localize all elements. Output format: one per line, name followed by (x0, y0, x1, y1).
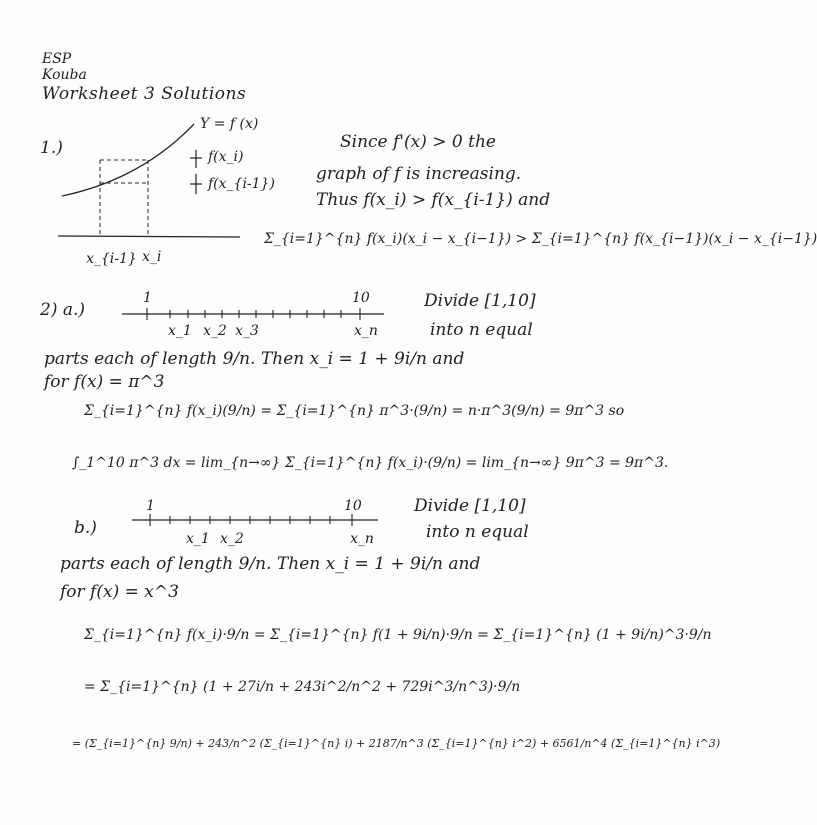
problem-2a-text-4: for f(x) = π^3 (44, 372, 165, 392)
problem-2a-equation-2: ∫_1^10 π^3 dx = lim_{n→∞} Σ_{i=1}^{n} f(x_i)·(9/n) = lim_{n→∞} 9π^3 = 9π^3. (72, 455, 669, 471)
curve-label: Y = f (x) (200, 116, 259, 132)
problem-2b-text-4: for f(x) = x^3 (60, 582, 179, 602)
problem-2b-text-3: parts each of length 9/n. Then x_i = 1 + 9i/n and (60, 554, 481, 574)
problem-2a-text-3: parts each of length 9/n. Then x_i = 1 + 9i/n and (44, 349, 465, 369)
header-line-1: ESP (42, 51, 72, 67)
problem-1-number: 1.) (40, 138, 63, 158)
problem-2a-label-x1: x_1 (168, 323, 192, 339)
xi-label: x_i (142, 249, 162, 265)
xi1-label: x_{i-1} (86, 251, 137, 267)
problem-2b-tick-start: 1 (146, 498, 155, 514)
problem-2b-label-xn: x_n (350, 531, 374, 547)
fxi-label: f(x_i) (208, 149, 244, 165)
problem-2a-equation-1: Σ_{i=1}^{n} f(x_i)(9/n) = Σ_{i=1}^{n} π^3·(9/n) = n·π^3(9/n) = 9π^3 so (84, 403, 625, 419)
problem-2b-text-2: into n equal (426, 522, 529, 542)
problem-2b-equation-1: Σ_{i=1}^{n} f(x_i)·9/n = Σ_{i=1}^{n} f(1 + 9i/n)·9/n = Σ_{i=1}^{n} (1 + 9i/n)^3·9/n (84, 627, 712, 643)
problem-1-text-3: Thus f(x_i) > f(x_{i-1}) and (316, 190, 551, 210)
problem-1-text-1: Since f'(x) > 0 the (340, 132, 496, 152)
page-title: Worksheet 3 Solutions (42, 84, 247, 104)
problem-2b-tick-end: 10 (344, 498, 362, 514)
problem-2a-tick-end: 10 (352, 290, 370, 306)
fxi1-label: f(x_{i-1}) (208, 176, 275, 192)
problem-2b-number: b.) (74, 518, 97, 538)
problem-2a-tick-start: 1 (143, 290, 152, 306)
problem-2a-text-1: Divide [1,10] (424, 291, 536, 311)
problem-2b-equation-3: = (Σ_{i=1}^{n} 9/n) + 243/n^2 (Σ_{i=1}^{n} i) + 2187/n^3 (Σ_{i=1}^{n} i^2) + 6561/n^4 (Σ_{i=1}^{n} i^3) (72, 737, 721, 750)
problem-2b-text-1: Divide [1,10] (414, 496, 526, 516)
problem-1-text-2: graph of f is increasing. (316, 164, 522, 184)
problem-2b-equation-2: = Σ_{i=1}^{n} (1 + 27i/n + 243i^2/n^2 + 729i^3/n^3)·9/n (84, 679, 521, 695)
header-line-2: Kouba (42, 67, 87, 83)
problem-2b-label-x1: x_1 (186, 531, 210, 547)
problem-2a-label-x3: x_3 (235, 323, 259, 339)
problem-1-inequality: Σ_{i=1}^{n} f(x_i)(x_i − x_{i−1}) > Σ_{i=1}^{n} f(x_{i−1})(x_i − x_{i−1}) (264, 231, 817, 247)
problem-2a-number: 2) a.) (40, 300, 86, 320)
problem-2a-label-x2: x_2 (203, 323, 227, 339)
problem-2a-label-xn: x_n (354, 323, 378, 339)
problem-2b-label-x2: x_2 (220, 531, 244, 547)
problem-2a-text-2: into n equal (430, 320, 533, 340)
